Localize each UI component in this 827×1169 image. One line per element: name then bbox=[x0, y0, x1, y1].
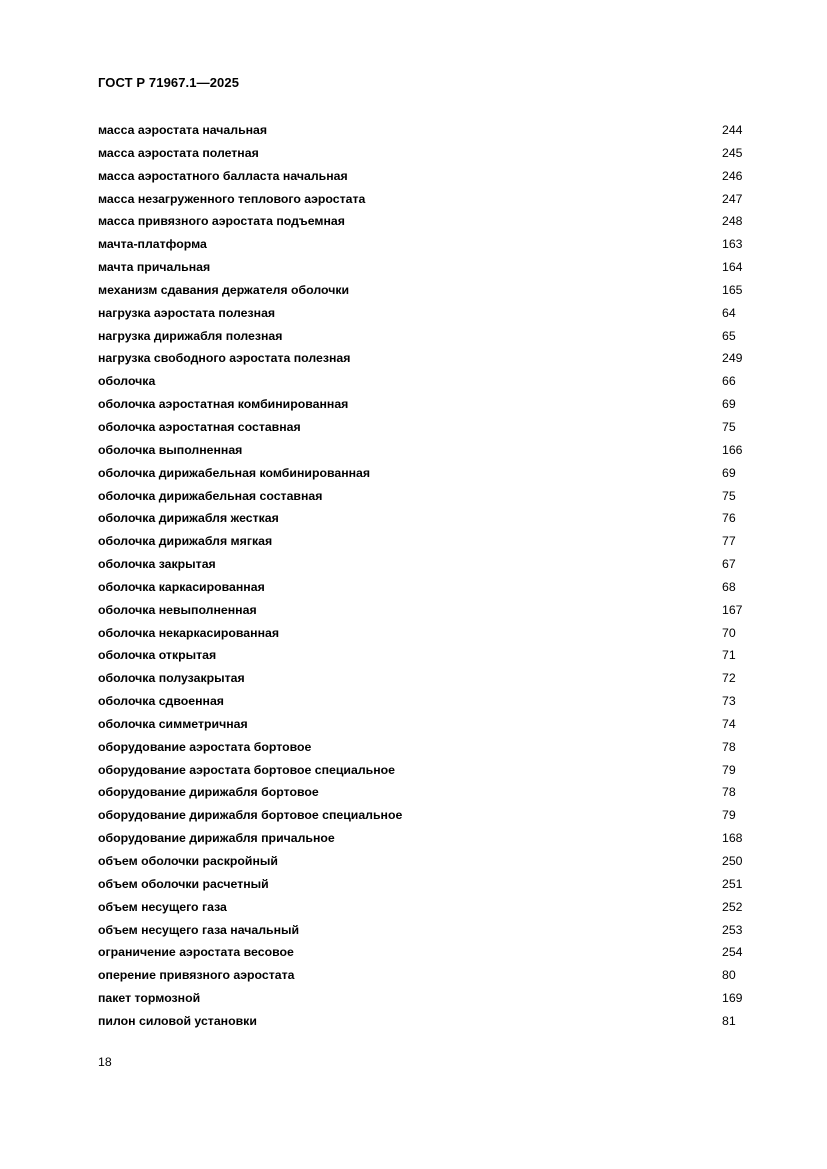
index-reference-number: 69 bbox=[722, 397, 736, 412]
index-entry bbox=[98, 966, 758, 989]
index-term: оболочка каркасированная bbox=[98, 579, 265, 594]
index-term: нагрузка свободного аэростата полезная bbox=[98, 351, 351, 366]
index-entry bbox=[98, 372, 758, 395]
index-entry bbox=[98, 989, 758, 1012]
index-entry bbox=[98, 418, 758, 441]
index-entry bbox=[98, 829, 758, 852]
index-entry bbox=[98, 395, 758, 418]
index-term: масса привязного аэростата подъемная bbox=[98, 214, 345, 229]
index-entry bbox=[98, 144, 758, 167]
index-reference-number: 79 bbox=[722, 762, 736, 777]
index-reference-number: 169 bbox=[722, 991, 743, 1006]
index-entry bbox=[98, 349, 758, 372]
index-entry bbox=[98, 235, 758, 258]
index-term: оболочка симметричная bbox=[98, 716, 248, 731]
index-entry bbox=[98, 806, 758, 829]
index-term: объем несущего газа начальный bbox=[98, 922, 300, 937]
index-reference-number: 66 bbox=[722, 374, 736, 389]
index-entry bbox=[98, 783, 758, 806]
index-term: оборудование дирижабля бортовое специальное bbox=[98, 808, 403, 823]
index-reference-number: 165 bbox=[722, 282, 743, 297]
index-entry bbox=[98, 692, 758, 715]
index-entry bbox=[98, 509, 758, 532]
index-term: оболочка открытая bbox=[98, 648, 217, 663]
index-term: оболочка выполненная bbox=[98, 442, 243, 457]
index-entry bbox=[98, 487, 758, 510]
index-term: оборудование дирижабля причальное bbox=[98, 831, 335, 846]
index-entry bbox=[98, 1012, 758, 1035]
index-term: объем оболочки раскройный bbox=[98, 854, 278, 868]
index-entry bbox=[98, 601, 758, 624]
index-reference-number: 76 bbox=[722, 511, 736, 526]
index-term: нагрузка дирижабля полезная bbox=[98, 328, 283, 343]
index-reference-number: 78 bbox=[722, 785, 736, 800]
index-entry bbox=[98, 875, 758, 898]
index-term: оболочка полузакрытая bbox=[98, 671, 245, 686]
index-reference-number: 247 bbox=[722, 191, 743, 206]
index-reference-number: 78 bbox=[722, 739, 736, 754]
index-term: оболочка аэростатная составная bbox=[98, 419, 301, 434]
index-entry bbox=[98, 281, 758, 304]
index-entry bbox=[98, 464, 758, 487]
index-entry bbox=[98, 669, 758, 692]
index-entry bbox=[98, 578, 758, 601]
index-term: мачта-платформа bbox=[98, 237, 207, 252]
index-term: ограничение аэростата весовое bbox=[98, 945, 294, 960]
index-entry bbox=[98, 555, 758, 578]
index-entry bbox=[98, 624, 758, 647]
index-reference-number: 74 bbox=[722, 716, 736, 731]
index-entry bbox=[98, 921, 758, 944]
index-entry bbox=[98, 943, 758, 966]
index-reference-number: 64 bbox=[722, 305, 736, 320]
index-reference-number: 75 bbox=[722, 488, 736, 503]
index-reference-number: 251 bbox=[722, 876, 743, 891]
index-reference-number: 245 bbox=[722, 145, 743, 160]
document-header: ГОСТ Р 71967.1—2025 bbox=[98, 75, 240, 90]
index-entry bbox=[98, 190, 758, 213]
index-term: механизм сдавания держателя оболочки bbox=[98, 282, 350, 297]
index-reference-number: 72 bbox=[722, 671, 736, 686]
index-term: масса незагруженного теплового аэростата bbox=[98, 191, 366, 206]
index-entry bbox=[98, 212, 758, 235]
index-reference-number: 246 bbox=[722, 168, 743, 183]
index-reference-number: 65 bbox=[722, 328, 736, 343]
index-entry bbox=[98, 167, 758, 190]
index-reference-number: 248 bbox=[722, 214, 743, 229]
index-reference-number: 73 bbox=[722, 694, 736, 709]
index-term: объем несущего газа bbox=[98, 899, 227, 914]
index-reference-number: 249 bbox=[722, 351, 743, 366]
index-term: оболочка дирижабля жесткая bbox=[98, 511, 279, 526]
index-term: оболочка невыполненная bbox=[98, 602, 257, 617]
index-term: оборудование аэростата бортовое специальное bbox=[98, 762, 395, 777]
index-term: масса аэростатного балласта начальная bbox=[98, 168, 348, 183]
index-entry bbox=[98, 738, 758, 761]
index-term: оболочка некаркасированная bbox=[98, 625, 280, 640]
index-term: объем оболочки расчетный bbox=[98, 876, 269, 891]
index-entry bbox=[98, 304, 758, 327]
index-reference-number: 166 bbox=[722, 442, 743, 457]
index-reference-number: 250 bbox=[722, 854, 743, 868]
index-term: оболочка дирижабля мягкая bbox=[98, 534, 273, 549]
index-reference-number: 79 bbox=[722, 808, 736, 823]
index-term: пилон силовой установки bbox=[98, 1013, 257, 1028]
index-reference-number: 80 bbox=[722, 968, 736, 983]
index-entry bbox=[98, 441, 758, 464]
index-reference-number: 68 bbox=[722, 579, 736, 594]
index-term: оболочка закрытая bbox=[98, 557, 216, 572]
index-term: оперение привязного аэростата bbox=[98, 968, 295, 983]
index-reference-number: 81 bbox=[722, 1013, 736, 1028]
index-reference-number: 253 bbox=[722, 922, 743, 937]
index-reference-number: 77 bbox=[722, 534, 736, 549]
index-entry bbox=[98, 327, 758, 350]
term-index-list bbox=[98, 121, 758, 1035]
index-term: масса аэростата начальная bbox=[98, 123, 268, 137]
page-number: 18 bbox=[98, 1055, 112, 1069]
index-reference-number: 70 bbox=[722, 625, 736, 640]
index-reference-number: 252 bbox=[722, 899, 743, 914]
index-reference-number: 168 bbox=[722, 831, 743, 846]
index-reference-number: 164 bbox=[722, 260, 743, 275]
index-reference-number: 254 bbox=[722, 945, 743, 960]
index-entry bbox=[98, 646, 758, 669]
index-entry bbox=[98, 258, 758, 281]
index-term: нагрузка аэростата полезная bbox=[98, 305, 276, 320]
index-term: оболочка дирижабельная комбинированная bbox=[98, 465, 371, 480]
index-term: мачта причальная bbox=[98, 260, 211, 275]
index-reference-number: 71 bbox=[722, 648, 736, 663]
index-term: масса аэростата полетная bbox=[98, 145, 259, 160]
index-term: оборудование дирижабля бортовое bbox=[98, 785, 319, 800]
index-reference-number: 69 bbox=[722, 465, 736, 480]
index-entry bbox=[98, 852, 758, 875]
index-reference-number: 67 bbox=[722, 557, 736, 572]
index-entry bbox=[98, 761, 758, 784]
index-entry bbox=[98, 532, 758, 555]
index-entry bbox=[98, 715, 758, 738]
index-term: оболочка аэростатная комбинированная bbox=[98, 397, 349, 412]
index-term: оболочка дирижабельная составная bbox=[98, 488, 323, 503]
index-term: пакет тормозной bbox=[98, 991, 201, 1006]
index-entry bbox=[98, 121, 758, 144]
index-reference-number: 167 bbox=[722, 602, 743, 617]
index-reference-number: 163 bbox=[722, 237, 743, 252]
index-reference-number: 75 bbox=[722, 419, 736, 434]
index-term: оборудование аэростата бортовое bbox=[98, 739, 312, 754]
index-term: оболочка bbox=[98, 374, 156, 389]
index-entry bbox=[98, 898, 758, 921]
index-term: оболочка сдвоенная bbox=[98, 694, 224, 709]
index-reference-number: 244 bbox=[722, 123, 743, 137]
